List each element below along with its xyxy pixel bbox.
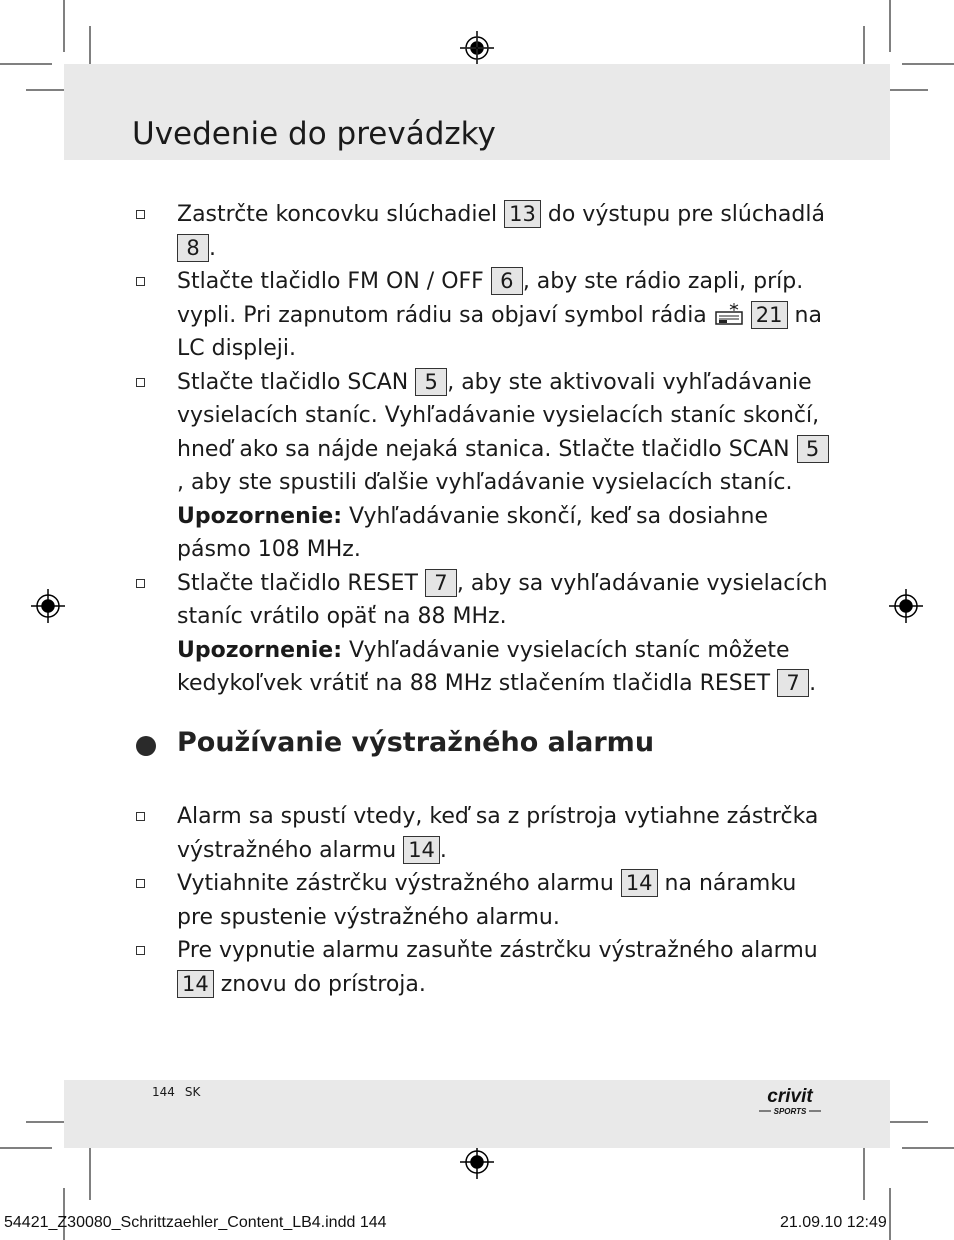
page-title: Uvedenie do prevádzky: [132, 116, 496, 152]
bullet-dot-icon: [136, 736, 156, 756]
part-ref: 8: [177, 234, 209, 262]
checkbox-bullet-icon: [136, 879, 145, 888]
crivit-sports-logo: [757, 1082, 823, 1120]
list-item: Stlačte tlačidlo RESET 7 , aby sa vyhľadávanie vysielacích staníc vrátilo opäť na 88 MHz. Upozornenie: Vyhľadávanie vysielacích staníc môžete kedykoľvek vrátiť na 88 MHz stlačením tlačidla RESET 7 .: [132, 567, 832, 701]
part-ref: 14: [621, 869, 658, 897]
list-item: Stlačte tlačidlo SCAN 5 , aby ste aktivovali vyhľadávanie vysielacích staníc. Vyhľadávanie vysielacích staníc skončí, hneď ako sa nájde nejaká stanica. Stlačte tlačidlo SCAN 5, aby ste spustili ďalšie vyhľadávanie vysielacích staníc. Upozornenie: Vyhľadávanie skončí, keď sa dosiahne pásmo 108 MHz.: [132, 366, 832, 567]
part-ref: 7: [777, 669, 809, 697]
page-number: 144: [152, 1085, 175, 1099]
checkbox-bullet-icon: [136, 378, 145, 387]
part-ref: 6: [491, 267, 523, 295]
part-ref: 5: [797, 435, 829, 463]
list-item: Stlačte tlačidlo FM ON / OFF 6 , aby ste rádio zapli, príp. vypli. Pri zapnutom rádiu sa objaví symbol rádia 21 na LC displeji.: [132, 265, 832, 366]
part-ref: 7: [425, 569, 457, 597]
print-slug-datetime: 21.09.10 12:49: [780, 1214, 887, 1231]
checkbox-bullet-icon: [136, 812, 145, 821]
svg-text:crivit: crivit: [767, 1086, 813, 1107]
svg-text:SPORTS: SPORTS: [773, 1107, 807, 1116]
part-ref: 14: [177, 970, 214, 998]
checkbox-bullet-icon: [136, 946, 145, 955]
part-ref: 14: [403, 836, 440, 864]
part-ref: 13: [504, 200, 541, 228]
list-item: Zastrčte koncovku slúchadiel 13 do výstupu pre slúchadlá 8 .: [132, 198, 832, 265]
list-item: Vytiahnite zástrčku výstražného alarmu 14 na náramku pre spustenie výstražného alarmu.: [132, 867, 832, 934]
checkbox-bullet-icon: [136, 210, 145, 219]
part-ref: 5: [415, 368, 447, 396]
checkbox-bullet-icon: [136, 579, 145, 588]
list-item: Alarm sa spustí vtedy, keď sa z prístroja vytiahne zástrčka výstražného alarmu 14 .: [132, 800, 832, 867]
page-footer: [152, 1085, 210, 1099]
print-slug-file: 54421_Z30080_Schrittzaehler_Content_LB4.indd 144: [4, 1214, 387, 1231]
part-ref: 21: [751, 301, 788, 329]
radio-symbol-icon: [714, 303, 744, 325]
list-item: Pre vypnutie alarmu zasuňte zástrčku výstražného alarmu 14 znovu do prístroja.: [132, 934, 832, 1001]
note-label: Upozornenie:: [177, 637, 342, 663]
setup-steps-list: [132, 198, 832, 701]
note-label: Upozornenie:: [177, 503, 342, 529]
alarm-steps-list: [132, 800, 832, 1001]
checkbox-bullet-icon: [136, 277, 145, 286]
language-code: SK: [184, 1085, 201, 1099]
